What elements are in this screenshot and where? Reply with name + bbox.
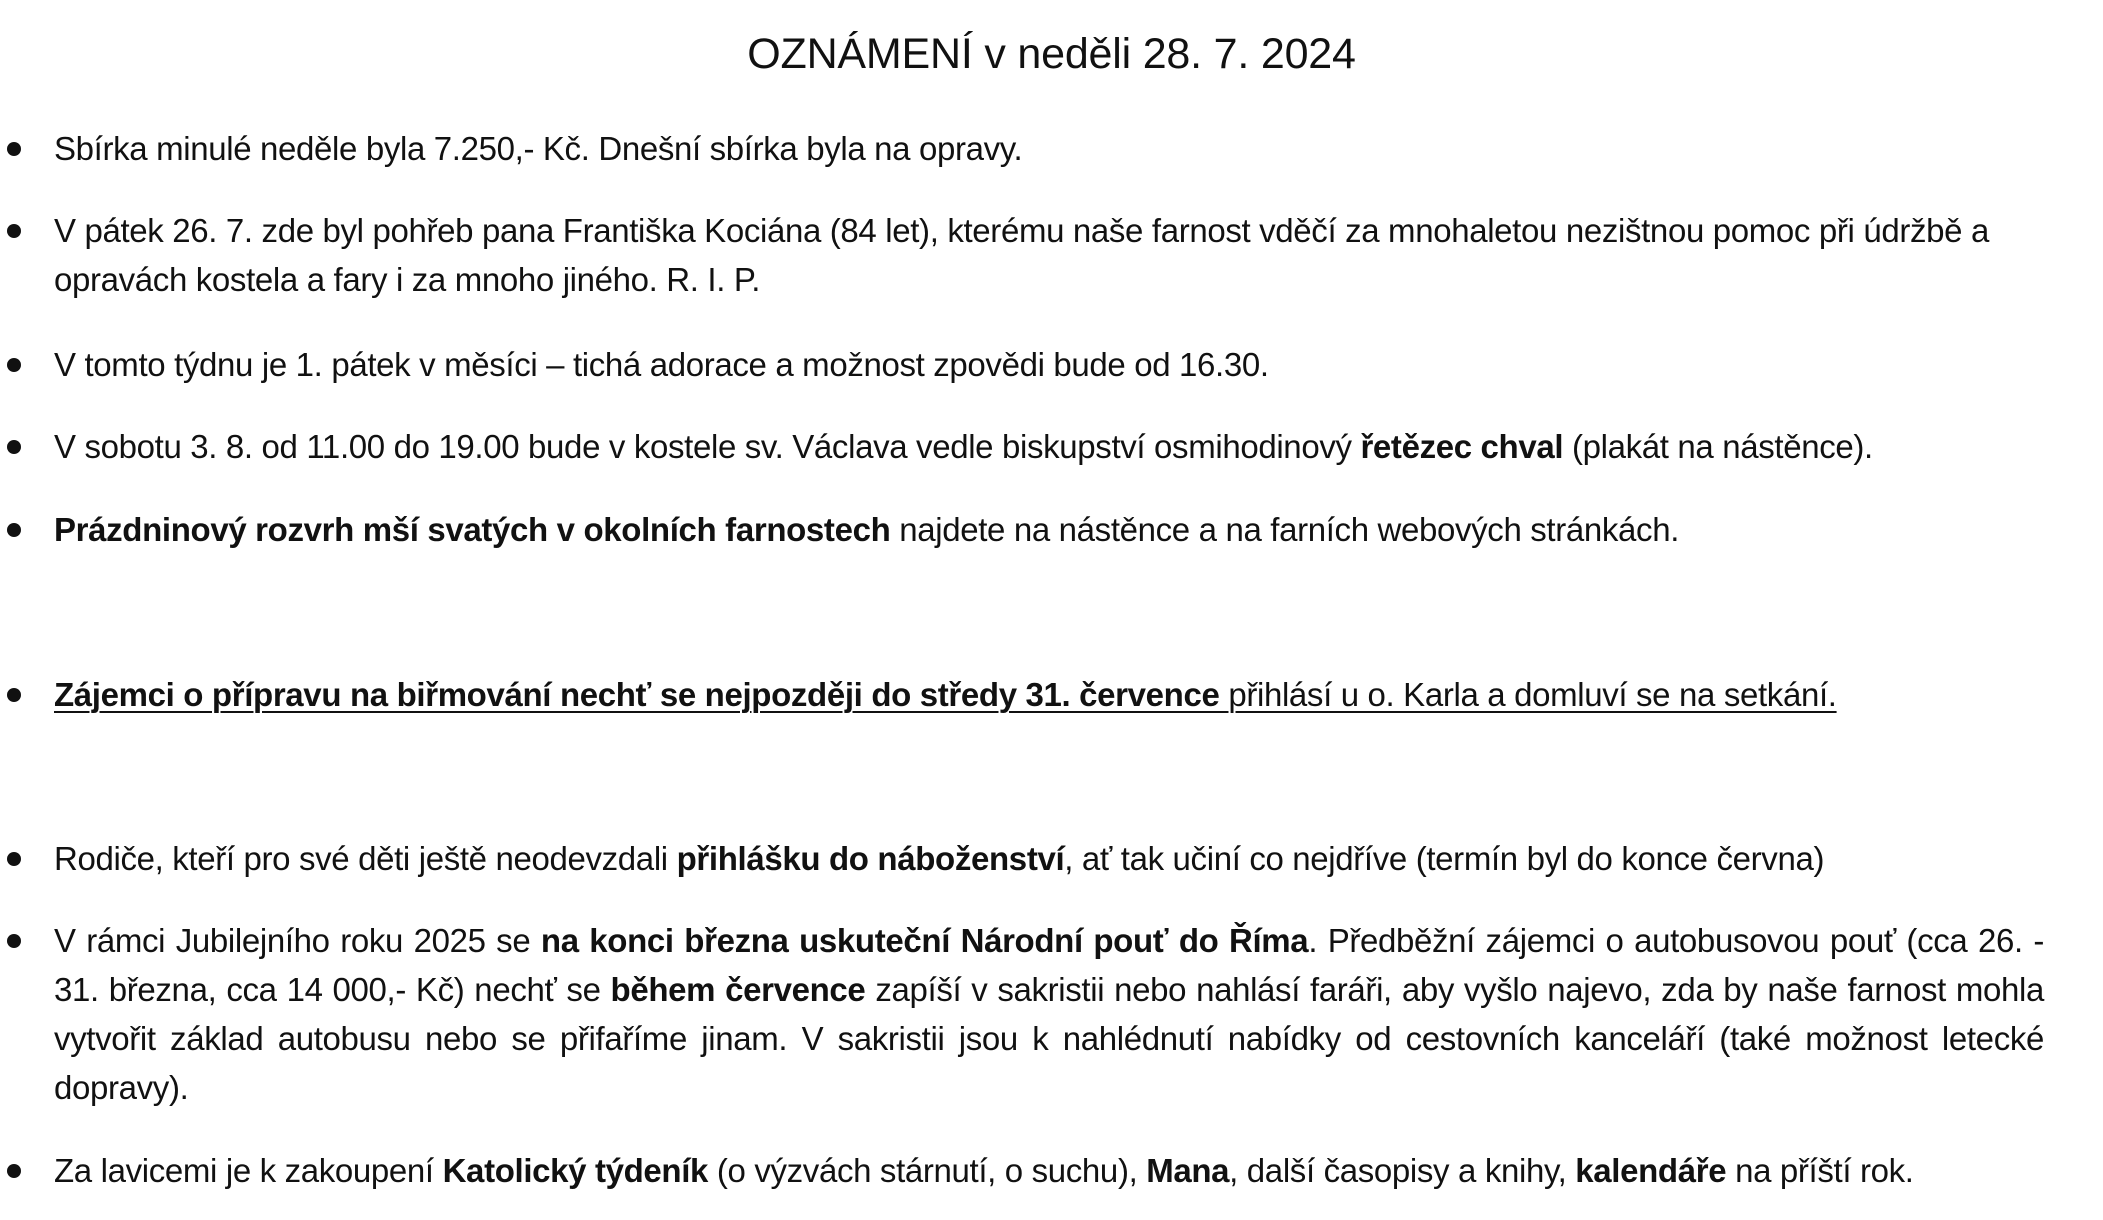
bullet-icon xyxy=(7,523,21,537)
item-text-part: (plakát na nástěnce). xyxy=(1563,428,1873,465)
item-bold-part: řetězec chval xyxy=(1360,428,1564,465)
bullet-icon xyxy=(7,934,21,948)
item-text-part: , další časopisy a knihy, xyxy=(1229,1152,1576,1189)
item-text-part: V rámci Jubilejního roku 2025 se xyxy=(54,922,541,959)
item-text xyxy=(54,340,2044,389)
item-text xyxy=(54,422,2044,471)
item-bold-part: během července xyxy=(610,971,866,1008)
item-text-part: přihlásí u o. Karla a domluví se na setkání. xyxy=(1219,676,1837,713)
item-bold-part: kalendáře xyxy=(1575,1152,1727,1189)
item-text-part: V sobotu 3. 8. od 11.00 do 19.00 bude v kostele sv. Václava vedle biskupství osmihodinový xyxy=(54,428,1361,465)
bullet-icon xyxy=(7,358,21,372)
item-bold-part: na konci března uskuteční Národní pouť do Říma xyxy=(540,922,1309,959)
item-text-part: (o výzvách stárnutí, o suchu), xyxy=(708,1152,1147,1189)
bullet-icon xyxy=(7,688,21,702)
item-text-part: Sbírka minulé neděle byla 7.250,- Kč. Dnešní sbírka byla na opravy. xyxy=(54,130,1023,167)
item-bold-part: Katolický týdeník xyxy=(442,1152,709,1189)
item-bold-part: Prázdninový rozvrh mší svatých v okolních farnostech xyxy=(54,511,891,548)
item-bold-part: Mana xyxy=(1146,1152,1230,1189)
item-text-part: V pátek 26. 7. zde byl pohřeb pana Františka Kociána (84 let), kterému naše farnost vděčí za mnohaletou nezištnou pomoc při údržbě a opravách kostela a fary i za mnoho jiného. R. I. P. xyxy=(54,212,1989,298)
bullet-icon xyxy=(7,142,21,156)
item-text-part: na příští rok. xyxy=(1726,1152,1914,1189)
item-text xyxy=(54,916,2044,1112)
item-text-part: Rodiče, kteří pro své děti ještě neodevzdali xyxy=(54,840,677,877)
page-title: OZNÁMENÍ v neděli 28. 7. 2024 xyxy=(747,30,1356,78)
item-text xyxy=(54,670,2044,719)
item-text xyxy=(54,834,2044,883)
item-text-part: Za lavicemi je k zakoupení xyxy=(54,1152,443,1189)
item-text xyxy=(54,1146,2044,1195)
bullet-icon xyxy=(7,440,21,454)
item-text-part: V tomto týdnu je 1. pátek v měsíci – tichá adorace a možnost zpovědi bude od 16.30. xyxy=(54,346,1269,383)
bullet-icon xyxy=(7,852,21,866)
item-text-part: , ať tak učiní co nejdříve (termín byl do konce června) xyxy=(1064,840,1825,877)
item-text xyxy=(54,206,2014,304)
item-text-part: . Předběžní zájemci o autobusovou pouť (cca 26. - 31. března, cca 14 000,- Kč) nechť se xyxy=(54,922,2044,1008)
bullet-icon xyxy=(7,224,21,238)
bullet-icon xyxy=(7,1164,21,1178)
item-text xyxy=(54,124,2044,173)
item-text-part: zapíší v sakristii nebo nahlásí faráři, aby vyšlo najevo, zda by naše farnost mohla vytvořit základ autobusu nebo se přifaříme jinam. V sakristii jsou k nahlédnutí nabídky od cestovních kanceláří (také možnost letecké dopravy). xyxy=(54,971,2044,1106)
item-text-part: najdete na nástěnce a na farních webových stránkách. xyxy=(890,511,1680,548)
item-bold-part: Zájemci o přípravu na biřmování nechť se nejpozději do středy 31. července xyxy=(54,676,1220,713)
item-bold-part: přihlášku do náboženství xyxy=(676,840,1065,877)
item-underlined-text xyxy=(54,676,1837,713)
item-text xyxy=(54,505,2044,554)
